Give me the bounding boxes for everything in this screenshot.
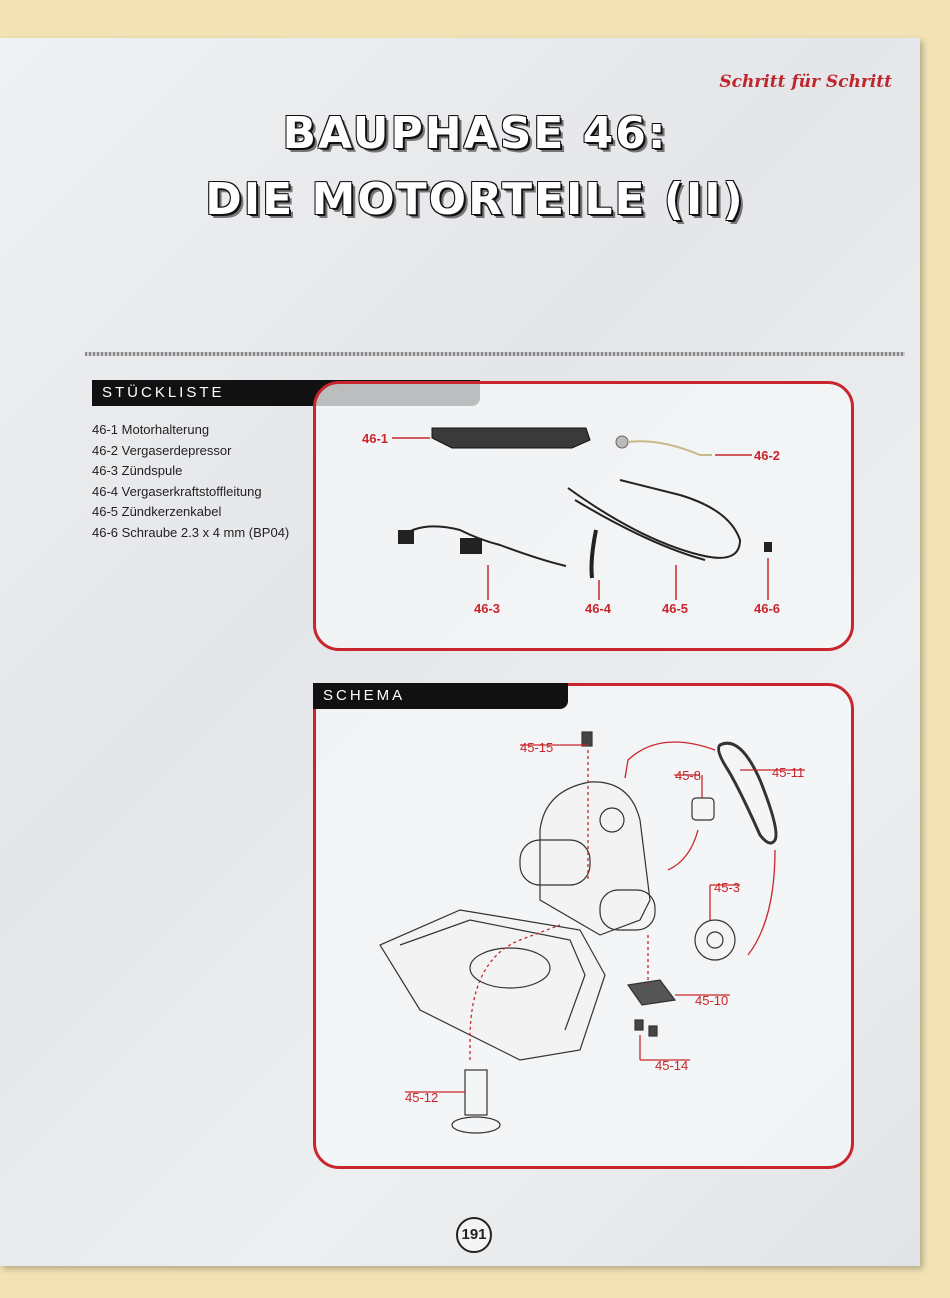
label-46-5: 46-5 [662,601,689,616]
engine-base-drawing [380,910,605,1060]
belt-drawing [719,743,776,843]
pulley-part-drawing [692,798,714,820]
schema-label-45-8: 45-8 [675,768,702,783]
header-tag: Schritt für Schritt [719,72,892,92]
parts-list-item: 46-6 Schraube 2.3 x 4 mm (BP04) [92,524,290,540]
parts-list-item: 46-4 Vergaserkraftstoffleitung [92,483,262,499]
fan-pulley-drawing [695,920,735,960]
schema-heading: SCHEMA [313,683,568,709]
parts-list-item: 46-1 Motorhalterung [92,422,210,437]
label-46-4: 46-4 [585,601,612,616]
schema-label-45-10: 45-10 [695,993,729,1008]
label-46-6: 46-6 [754,601,781,616]
mount-plate-drawing [628,980,675,1005]
engine-block-drawing [540,782,650,935]
schema-label-45-12: 45-12 [405,1090,439,1105]
page-title-line-1: BAUPHASE 46: [282,108,668,159]
schema-label-45-11: 45-11 [772,765,805,780]
schema-label-45-14: 45-14 [655,1058,689,1073]
parts-list-item: 46-3 Zündspule [92,463,183,478]
label-46-3: 46-3 [474,601,501,616]
schema-label-45-3: 45-3 [714,880,741,895]
schema-label-45-15: 45-15 [520,740,554,755]
page-number: 191 [456,1217,492,1253]
label-46-1: 46-1 [362,431,389,446]
parts-list-item: 46-2 Vergaserdepressor [92,442,232,458]
parts-list-heading: STÜCKLISTE [92,380,480,406]
page-title-line-2: DIE MOTORTEILE (II) [205,174,745,225]
label-46-2: 46-2 [754,448,781,463]
parts-list-item: 46-5 Zündkerzenkabel [92,504,222,519]
stand-post-drawing [465,1070,487,1115]
